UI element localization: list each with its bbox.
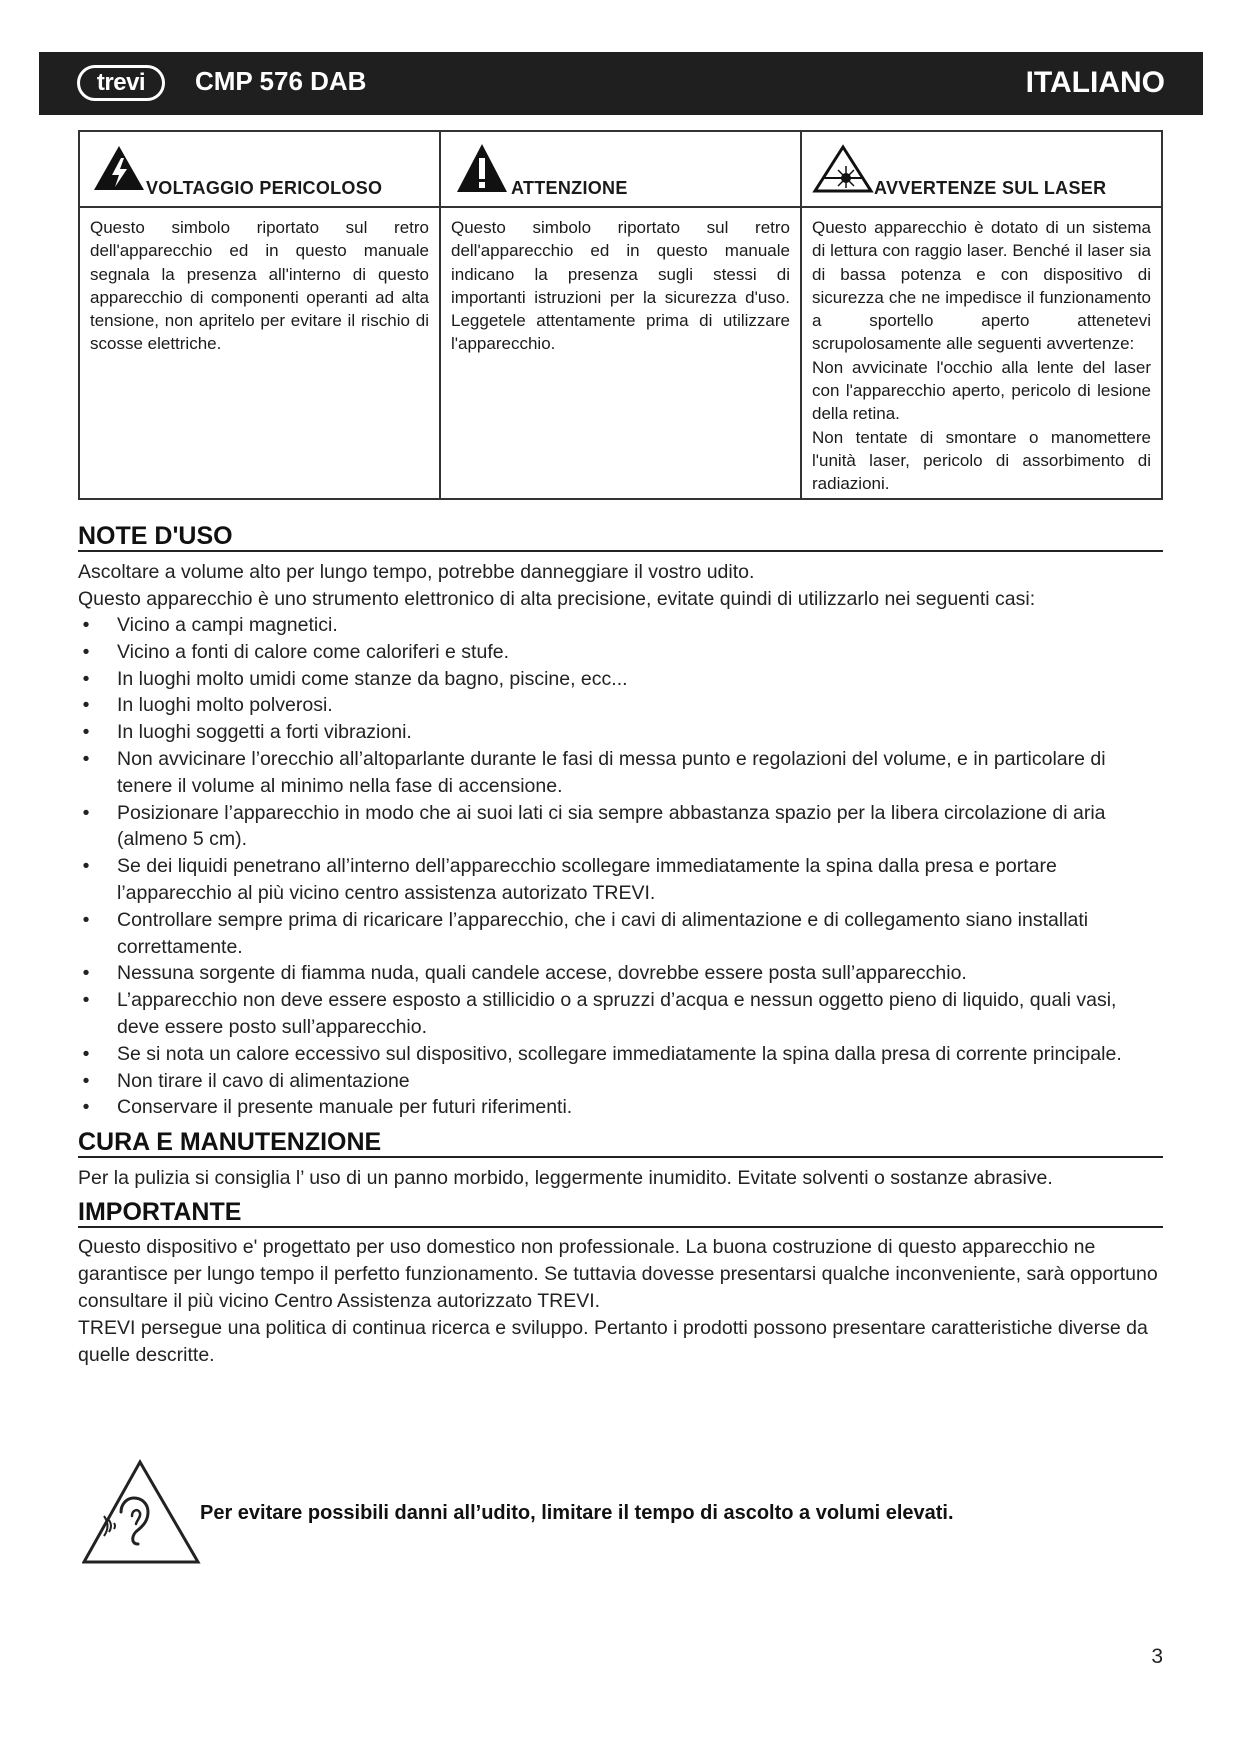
bullet-dot: • [82,989,90,1012]
bullet-text: Non avvicinare l’orecchio all’altoparlante durante le fasi di messa punto e regolazioni del volume, e in particolare di tenere il volume al minimo nella fase di accensione. [117,747,1106,797]
bullet-item [78,853,1163,907]
warning-text: Questo apparecchio è dotato di un sistema di lettura con raggio laser. Benché il laser sia di bassa potenza e con dispositivo di sicurezza che ne impedisce il funzionamento a sportello aperto attenetevi scrupolosamente alle seguenti avvertenze: Non avvicinate l'occhio alla lente del laser con l'apparecchio aperto, pericolo di lesione della retina. Non tentate di smontare o manomettere l'unità laser, pericolo di assorbimento di radiazioni. [812,218,1151,494]
page-number: 3 [1151,1645,1163,1668]
bullet-item [78,666,1163,693]
importante-text-2: TREVI persegue una politica di continua ricerca e sviluppo. Pertanto i prodotti possono presentare caratteristiche diverse da quelle descritte. [78,1317,1148,1366]
bullet-dot: • [82,801,90,824]
bullet-text: Conservare il presente manuale per futuri riferimenti. [117,1096,573,1119]
warning-laser [802,132,1161,498]
section-title-cura: CURA E MANUTENZIONE [78,1128,1163,1158]
header-bar [39,52,1203,115]
bullet-text: In luoghi molto polverosi. [117,694,333,717]
bullet-dot: • [82,1069,90,1092]
warning-header: AVVERTENZE SUL LASER [802,132,1161,208]
bullet-dot: • [82,640,90,663]
bullet-text: Non tirare il cavo di alimentazione [117,1069,410,1092]
warning-table [78,130,1163,500]
bullet-dot: • [82,855,90,878]
bullet-text: In luoghi soggetti a forti vibrazioni. [117,721,412,744]
note-uso-intro-1: Ascoltare a volume alto per lungo tempo, potrebbe danneggiare il vostro udito. [78,561,755,583]
bullet-item [78,1094,1163,1121]
bullet-dot: • [82,694,90,717]
bullet-text: In luoghi molto umidi come stanze da bagno, piscine, ecc... [117,667,628,690]
warning-text: Questo simbolo riportato sul retro dell'apparecchio ed in questo manuale indicano la presenza sugli stessi di importanti istruzioni per la sicurezza d'uso. Leggetele attentamente prima di utilizzare l'apparecchio. [451,218,790,354]
bullet-item [78,612,1163,639]
trevi-logo: trevi [77,65,165,101]
bullet-dot: • [82,1096,90,1119]
warning-text: Questo simbolo riportato sul retro dell'apparecchio ed in questo manuale segnala la presenza all'interno di questo apparecchio di componenti operanti ad alta tensione, non apritelo per evitare il rischio di scosse elettriche. [90,218,429,354]
bullet-item [78,987,1163,1041]
bullet-text: Se dei liquidi penetrano all’interno dell’apparecchio scollegare immediatamente la spina dalla presa e portare l’apparecchio al più vicino centro assistenza autorizato TREVI. [117,855,1057,904]
hearing-warning-icon [82,1458,202,1568]
bullet-dot: • [82,962,90,985]
lightning-triangle-icon [92,144,146,192]
bullet-text: Controllare sempre prima di ricaricare l’apparecchio, che i cavi di alimentazione e di collegamento siano installati correttamente. [117,908,1089,958]
section-title-importante: IMPORTANTE [78,1198,1163,1228]
bullet-item [78,1068,1163,1095]
bullet-item [78,800,1163,854]
bullet-text: Vicino a campi magnetici. [117,614,338,636]
bullet-dot: • [82,721,90,744]
bullet-item [78,719,1163,746]
bullet-dot: • [82,747,90,770]
section-title-note-uso: NOTE D'USO [78,522,1163,552]
bullet-text: L’apparecchio non deve essere esposto a stillicidio o a spruzzi d’acqua e nessun oggetto pieno di liquido, quali vasi, deve essere posto sull’apparecchio. [117,989,1117,1038]
note-uso-intro-2: Questo apparecchio è uno strumento elettronico di alta precisione, evitate quindi di utilizzarlo nei seguenti casi: [78,588,1036,610]
bullet-item [78,907,1163,961]
bullet-dot: • [82,1042,90,1065]
bullet-text: Vicino a fonti di calore come caloriferi e stufe. [117,640,509,663]
bullet-dot: • [82,667,90,690]
bullet-text: Se si nota un calore eccessivo sul dispositivo, scollegare immediatamente la spina dalla presa di corrente principale. [117,1042,1122,1065]
bullet-item [78,639,1163,666]
cura-text: Per la pulizia si consiglia l’ uso di un panno morbido, leggermente inumidito. Evitate solventi o sostanze abrasive. [78,1167,1053,1189]
warning-attention [441,132,802,498]
bullet-dot: • [82,614,90,636]
note-uso-bullet-list [78,612,1163,1121]
bullet-item [78,1041,1163,1068]
bullet-item [78,960,1163,987]
warning-voltage [80,132,441,498]
hearing-warning [82,1458,1162,1568]
bullet-item [78,692,1163,719]
exclamation-triangle-icon [455,142,509,194]
bullet-text: Nessuna sorgente di fiamma nuda, quali candele accese, dovrebbe essere posta sull’apparecchio. [117,962,967,985]
importante-text-1: Questo dispositivo e' progettato per uso domestico non professionale. La buona costruzione di questo apparecchio ne garantisce per lungo tempo il perfetto funzionamento. Se tuttavia dovesse presentarsi qualche inconveniente, sarà opportuno consultare il più vicino Centro Assistenza autorizzato TREVI. [78,1236,1158,1312]
model-name: CMP 576 DAB [195,66,367,96]
warning-header: VOLTAGGIO PERICOLOSO [80,132,439,208]
bullet-dot: • [82,908,90,931]
warning-header: ATTENZIONE [441,132,800,208]
bullet-text: Posizionare l’apparecchio in modo che ai suoi lati ci sia sempre abbastanza spazio per la libera circolazione di aria (almeno 5 cm). [117,801,1106,851]
hearing-warning-text: Per evitare possibili danni all’udito, limitare il tempo di ascolto a volumi elevati. [200,1502,954,1524]
laser-triangle-icon [812,144,874,194]
language-label: ITALIANO [1025,66,1165,99]
bullet-item [78,746,1163,800]
